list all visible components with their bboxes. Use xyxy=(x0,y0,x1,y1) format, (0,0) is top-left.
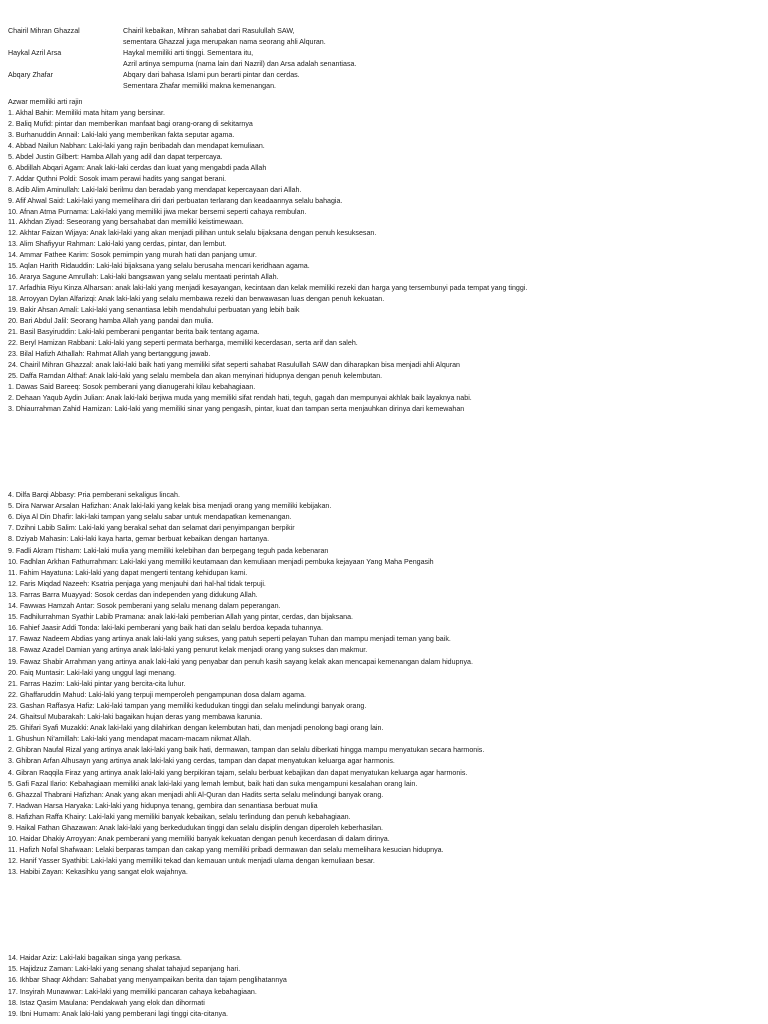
list-item: 19. Bakir Ahsan Amali: Laki-laki yang senantiasa lebih mendahului perbuatan yang lebih baik xyxy=(8,306,300,315)
meaning-cell: sementara Ghazzal juga merupakan nama seorang ahli Alquran. xyxy=(123,38,326,46)
list-item: 25. Daffa Ramdan Althaf: Anak laki-laki yang selalu membela dan akan menyinari hidupnya dengan penuh kelembutan. xyxy=(8,371,383,380)
list-item: 23. Gashan Raffasya Hafiz: Laki-laki tampan yang memiliki kedudukan tinggi dan selalu melindungi banyak orang. xyxy=(8,701,367,710)
list-item: 17. Arfadhia Riyu Kinza Alharsan: anak laki-laki yang menjadi kesayangan, kecintaan dan kelak memiliki rezeki dan harga yang tersembunyi pada tempat yang tinggi. xyxy=(8,284,528,293)
list-item: 19. Ibni Humam: Anak laki-laki yang pemberani lagi tinggi cita-citanya. xyxy=(8,1010,229,1018)
list-item: 6. Ghazzal Thabrani Hafizhan: Anak yang akan menjadi ahli Al-Quran dan Hadits serta selalu melindungi banyak orang. xyxy=(8,790,384,799)
list-item: 24. Chairil Mihran Ghazzal: anak laki-laki baik hati yang memiliki sifat seperti sahabat Rasulullah SAW dan diharapkan bisa menjadi ahli Alquran xyxy=(8,360,460,369)
list-item: 7. Addar Quthni Poldi: Sosok imam perawi hadits yang sangat berani. xyxy=(8,174,227,183)
list-item: 13. Alim Shafiyyur Rahman: Laki-laki yang cerdas, pintar, dan lembut. xyxy=(8,240,227,249)
list-item: 6. Abdillah Abqari Agam: Anak laki-laki cerdas dan kuat yang mengabdi pada Allah xyxy=(8,163,267,172)
list-item: 9. Haikal Fathan Ghazawan: Anak laki-laki yang berkedudukan tinggi dan selalu disiplin dengan diperoleh keberhasilan. xyxy=(8,824,384,832)
list-item: 14. Fawwas Hamzah Antar: Sosok pemberani yang selalu menang dalam peperangan. xyxy=(8,602,281,610)
list-item: 21. Farras Hazim: Laki-laki pintar yang bercita-cita luhur. xyxy=(8,679,186,688)
meaning-cell: Abqary dari bahasa Islami pun berarti pintar dan cerdas. xyxy=(123,71,300,79)
list-item: 6. Diya Al Din Dhafir: laki-laki tampan yang selalu sabar untuk mendapatkan kemenangan. xyxy=(8,513,292,522)
list-item: 2. Dehaan Yaqub Aydin Julian: Anak laki-laki berjiwa muda yang memiliki sifat rendah hati, teguh, gagah dan mempunyai akhlak baik layaknya nabi. xyxy=(8,393,472,402)
list-item: 13. Habibi Zayan: Kekasihku yang sangat elok wajahnya. xyxy=(8,868,188,877)
list-item: 8. Hafizhan Raffa Khairy: Laki-laki yang memiliki banyak kebaikan, selalu terlindung dan penuh kebahagiaan. xyxy=(8,812,351,821)
list-item: 12. Hanif Yasser Syathibi: Laki-laki yang memiliki tekad dan kemauan untuk menjadi ulama dengan kemuliaan besar. xyxy=(8,857,375,866)
list-item: 3. Ghibran Arfan Alhusayn yang artinya anak laki-laki yang cerdas, tampan dan dapat menyatukan keluarga agar harmonis. xyxy=(8,757,395,766)
list-item: 2. Baliq Mufid: pintar dan memberikan manfaat bagi orang-orang di sekitarnya xyxy=(8,119,253,128)
list-item: 12. Faris Miqdad Nazeeh: Ksatria penjaga yang menjauhi dari hal-hal tidak terpuji. xyxy=(8,579,266,588)
list-item: 7. Dzihni Labib Salim: Laki-laki yang berakal sehat dan selamat dari penyimpangan berpikir xyxy=(8,524,295,533)
name-cell: Haykal Azril Arsa xyxy=(8,49,62,57)
list-item: 17. Insyirah Munawwar: Laki-laki yang memiliki pancaran cahaya kebahagiaan. xyxy=(8,987,257,996)
list-item: 10. Fadhlan Arkhan Fathurrahman: Laki-laki yang memiliki keutamaan dan kemuliaan menjadi pembuka kejayaan Yang Maha Pengasih xyxy=(8,557,434,566)
list-item: 20. Faiq Muntasir: Laki-laki yang unggul lagi menang. xyxy=(8,668,176,677)
name-cell: Chairil Mihran Ghazzal xyxy=(8,27,80,35)
list-item: 11. Fahim Hayatuna: Laki-laki yang dapat mengerti tentang kehidupan kami. xyxy=(8,568,248,577)
name-cell: Abqary Zhafar xyxy=(8,71,53,79)
list-item: 17. Fawaz Nadeem Abdias yang artinya anak laki-laki yang sukses, yang patuh seperti pelayan Tuhan dan mampu menjadi teman yang baik. xyxy=(8,635,451,644)
list-item: 1. Dawas Said Bareeq: Sosok pemberani yang dianugerahi kilau kebahagiaan. xyxy=(8,382,256,391)
meaning-cell: Sementara Zhafar memiliki makna kemenangan. xyxy=(123,82,276,90)
list-item: 1. Ghushun Ni'amillah: Laki-laki yang mendapat macam-macam nikmat Allah. xyxy=(8,735,252,744)
list-item: 10. Haidar Dhakiy Arroyyan: Anak pemberani yang memiliki banyak kekuatan dengan penuh kecerdasan di dalam dirinya. xyxy=(8,835,390,844)
list-item: 2. Ghibran Naufal Rizal yang artinya anak laki-laki yang baik hati, dermawan, tampan dan selalu diberkati hingga mampu menyatukan secara harmonis. xyxy=(8,746,485,755)
list-item: 21. Basil Basyiruddin: Laki-laki pemberani pengantar berita baik tentang agama. xyxy=(8,327,260,336)
list-item: 11. Akhdan Ziyad: Seseorang yang bersahabat dan memiliki keistimewaan. xyxy=(8,218,244,227)
list-item: 20. Bari Abdul Jalil: Seorang hamba Allah yang pandai dan mulia. xyxy=(8,317,214,325)
list-item: 14. Haidar Aziz: Laki-laki bagaikan singa yang perkasa. xyxy=(8,954,182,962)
list-item: 15. Hajidzuz Zaman: Laki-laki yang senang shalat tahajud sepanjang hari. xyxy=(8,965,241,974)
list-item: 11. Hafizh Nofal Shafwaan: Lelaki berparas tampan dan cakap yang memiliki pribadi dermawan dan selalu memelihara kesucian hidupnya. xyxy=(8,846,444,855)
list-item: 13. Farras Barra Muayyad: Sosok cerdas dan independen yang didukung Allah. xyxy=(8,590,258,599)
list-item: 15. Aqlan Harith Ridauddin: Laki-laki bijaksana yang selalu berusaha mencari keridhaan agama. xyxy=(8,262,310,271)
list-item: 24. Ghaitsul Mubarakah: Laki-laki bagaikan hujan deras yang membawa karunia. xyxy=(8,713,263,721)
list-item: 3. Dhiaurrahman Zahid Hamizan: Laki-laki yang memiliki sinar yang pengasih, pintar, kuat dan tampan serta menjauhkan dirinya dari kemewahan xyxy=(8,404,465,413)
meaning-cell: Azril artinya sempurna (nama lain dari Nazril) dan Arsa adalah senantiasa. xyxy=(123,60,357,68)
list-item: 18. Fawaz Azadel Damian yang artinya anak laki-laki yang penurut kelak menjadi orang yang sukses dan makmur. xyxy=(8,646,368,655)
list-item: 7. Hadwan Harsa Haryaka: Laki-laki yang hidupnya tenang, gembira dan senantiasa berbuat mulia xyxy=(8,801,318,810)
list-item: 10. Afnan Atma Purnama: Laki-laki yang memiliki jiwa mekar bersemi seperti cahaya rembulan. xyxy=(8,207,307,216)
list-item: 8. Adib Alim Aminullah: Laki-laki berilmu dan beradab yang mendapat kepercayaan dari Allah. xyxy=(8,185,302,194)
list-item: 5. Abdel Justin Gilbert: Hamba Allah yang adil dan dapat terpercaya. xyxy=(8,152,223,161)
list-item: 1. Akhal Bahir: Memiliki mata hitam yang bersinar. xyxy=(8,108,165,117)
list-item: 4. Dilfa Barqi Abbasy: Pria pemberani sekaligus lincah. xyxy=(8,491,180,499)
list-item: 5. Gafi Fazal Ilario: Kebahagiaan memiliki anak laki-laki yang lemah lembut, baik hati dan suka mengampuni kesalahan orang lain. xyxy=(8,779,418,788)
list-item: 9. Afif Ahwal Said: Laki-laki yang memelihara diri dari perbuatan terlarang dan keadaannya selalu bahagia. xyxy=(8,196,343,205)
list-item: 3. Burhanuddin Annail: Laki-laki yang memberikan fakta seputar agama. xyxy=(8,130,235,139)
meaning-cell: Chairil kebaikan, Mihran sahabat dari Rasulullah SAW, xyxy=(123,27,295,35)
list-item: 16. Ararya Sagune Amrullah: Laki-laki bangsawan yang selalu mentaati perintah Allah. xyxy=(8,273,279,282)
list-item: 4. Abbad Nailun Nabhan: Laki-laki yang rajin beribadah dan mendapat kemuliaan. xyxy=(8,141,265,150)
list-item: 16. Ikhbar Shaqr Akhdan: Sahabat yang menyampaikan berita dan tajam penglihatannya xyxy=(8,976,287,985)
meaning-cell: Haykal memiliki arti tinggi. Sementara itu, xyxy=(123,49,254,57)
list-item: 9. Fadli Akram I'tisham: Laki-laki mulia yang memiliki kelebihan dan berpegang teguh pada kebenaran xyxy=(8,546,329,555)
list-item: 5. Dira Narwar Arsalan Hafizhan: Anak laki-laki yang kelak bisa menjadi orang yang memiliki kebijakan. xyxy=(8,502,332,511)
list-item: 19. Fawaz Shabir Arrahman yang artinya anak laki-laki yang penyabar dan penuh kasih sayang kelak akan mencapai kemenangan dalam hidupnya. xyxy=(8,657,473,666)
list-item: 15. Fadhilurrahman Syathir Labib Pramana: anak laki-laki pemberian Allah yang pintar, cerdas, dan bijaksana. xyxy=(8,613,354,622)
list-item: 12. Akhtar Faizan Wijaya: Anak laki-laki yang akan menjadi pilihan untuk selalu bijaksana dengan penuh kesuksesan. xyxy=(8,229,377,238)
list-item: 23. Bilal Hafizh Athallah: Rahmat Allah yang bertanggung jawab. xyxy=(8,349,211,358)
list-item: 22. Ghaffaruddin Mahud: Laki-laki yang terpuji memperoleh pengampunan dosa dalam agama. xyxy=(8,690,306,699)
list-item: 25. Ghifari Syafi Muzakki: Anak laki-laki yang dilahirkan dengan kelembutan hati, dan menjadi penolong bagi orang lain. xyxy=(8,724,384,733)
list-item: 8. Dziyab Mahasin: Laki-laki kaya harta, gemar berbuat kebaikan dengan hartanya. xyxy=(8,535,270,544)
list-item: 4. Gibran Raqqila Firaz yang artinya anak laki-laki yang berpikiran tajam, selalu berbuat kebajikan dan dapat menyatukan keluarga agar harmonis. xyxy=(8,768,468,777)
list-item: 14. Ammar Fathee Karim: Sosok pemimpin yang murah hati dan panjang umur. xyxy=(8,251,257,260)
list-item: 22. Beryl Hamizan Rabbani: Laki-laki yang seperti permata berharga, memiliki kecerdasan, serta arif dan saleh. xyxy=(8,338,358,347)
list-item: 18. Arroyyan Dylan Alfarizqi: Anak laki-laki yang selalu membawa rezeki dan berwawasan luas dengan penuh kekuatan. xyxy=(8,295,385,304)
list-heading: Azwar memiliki arti rajin xyxy=(8,98,83,106)
list-item: 18. Istaz Qasim Maulana: Pendakwah yang elok dan dihormati xyxy=(8,998,205,1007)
list-item: 16. Fahief Jaasir Addi Tonda: laki-laki pemberani yang baik hati dan selalu berdoa kepada tuhannya. xyxy=(8,624,323,633)
